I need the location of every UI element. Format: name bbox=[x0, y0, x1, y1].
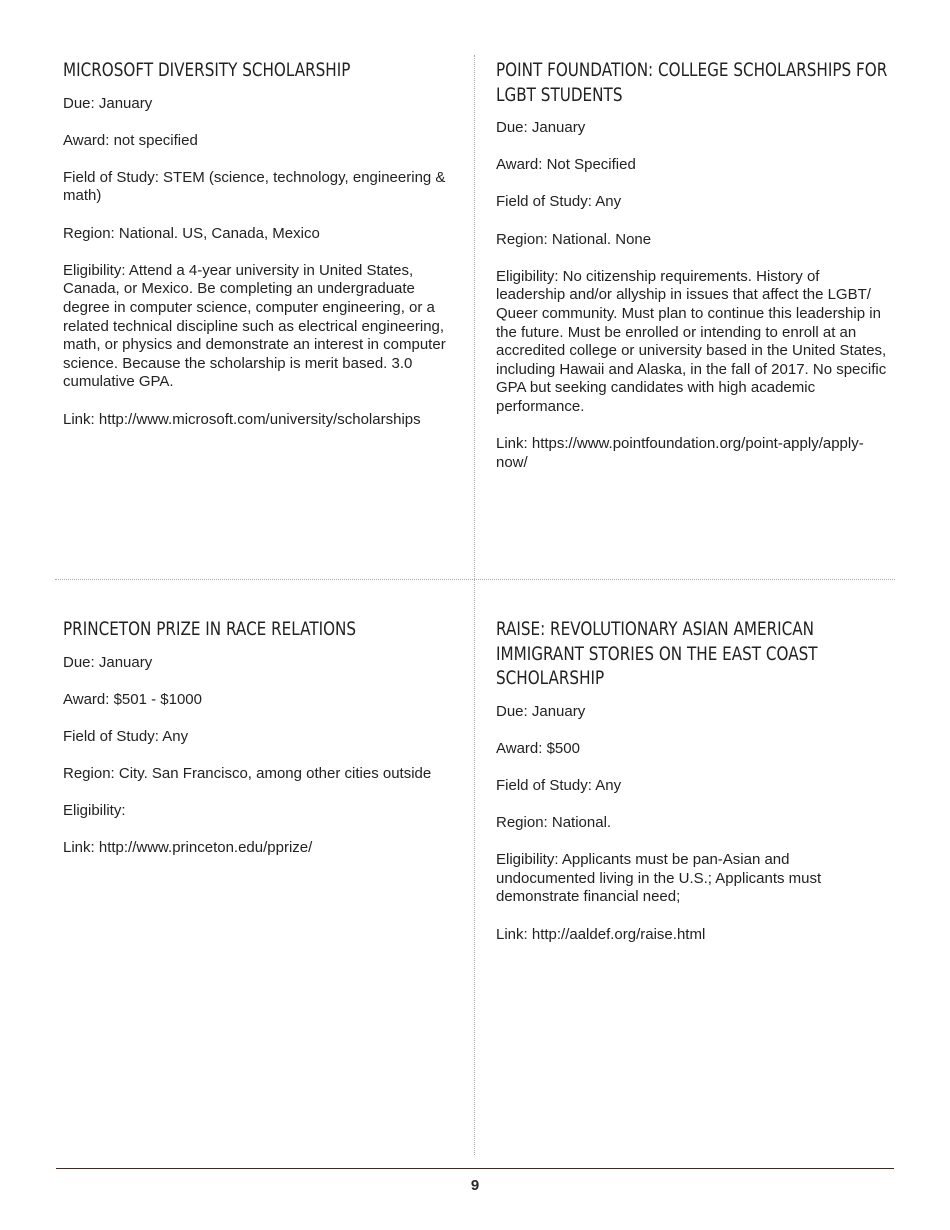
eligibility: Eligibility: Applicants must be pan-Asian and undocumented living in the U.S.; Applicants must demonstrate financial need; bbox=[496, 851, 822, 906]
scholarship-card-raise bbox=[496, 617, 890, 963]
region: Region: City. San Francisco, among other cities outside bbox=[63, 765, 432, 783]
scholarship-card-princeton bbox=[63, 617, 455, 877]
scholarship-title: POINT FOUNDATION: COLLEGE SCHOLARSHIPS FOR LGBT STUDENTS bbox=[496, 59, 888, 106]
scholarship-card-microsoft bbox=[63, 58, 455, 448]
scholarship-title: MICROSOFT DIVERSITY SCHOLARSHIP bbox=[63, 59, 351, 81]
region: Region: National. US, Canada, Mexico bbox=[63, 224, 320, 242]
scholarship-link[interactable]: Link: https://www.pointfoundation.org/point-apply/apply-now/ bbox=[496, 435, 864, 471]
footer-rule bbox=[56, 1168, 894, 1169]
field-of-study: Field of Study: STEM (science, technology, engineering & math) bbox=[63, 168, 446, 205]
scholarship-title: PRINCETON PRIZE IN RACE RELATIONS bbox=[63, 618, 357, 640]
scholarship-link[interactable]: Link: http://aaldef.org/raise.html bbox=[496, 925, 706, 943]
field-of-study: Field of Study: Any bbox=[496, 776, 622, 794]
scholarship-title: RAISE: REVOLUTIONARY ASIAN AMERICAN IMMIGRANT STORIES ON THE EAST COAST SCHOLARSHIP bbox=[496, 618, 818, 689]
due-date: Due: January bbox=[63, 94, 153, 112]
scholarship-link[interactable]: Link: http://www.princeton.edu/pprize/ bbox=[63, 839, 313, 857]
due-date: Due: January bbox=[496, 119, 586, 136]
region: Region: National. None bbox=[496, 230, 652, 248]
scholarship-link[interactable]: Link: http://www.microsoft.com/university/scholarships bbox=[63, 410, 421, 428]
due-date: Due: January bbox=[496, 702, 586, 720]
page-number: 9 bbox=[470, 1177, 480, 1194]
eligibility: Eligibility: Attend a 4-year university in United States, Canada, or Mexico. Be completing an undergraduate degree in computer science, computer engineering, or a related technical discipline such as electrical engineering, math, or physics and demonstrate an interest in computer science. Because the scholarship is merit based. 3.0 cumulative GPA. bbox=[63, 261, 446, 391]
eligibility: Eligibility: No citizenship requirements. History of leadership and/or allyship in issues that affect the LGBT/ Queer community. Must plan to continue this leadership in the future. Must be enrolled or intending to enroll at an accredited college or university based in the United States, including Hawaii and Alaska, in the fall of 2017. No specific GPA but seeking candidates with high academic performance. bbox=[496, 267, 887, 415]
scholarship-card-point-foundation bbox=[496, 58, 890, 491]
horizontal-divider bbox=[55, 579, 895, 580]
award-amount: Award: not specified bbox=[63, 131, 198, 149]
field-of-study: Field of Study: Any bbox=[63, 727, 189, 745]
field-of-study: Field of Study: Any bbox=[496, 193, 622, 211]
award-amount: Award: Not Specified bbox=[496, 156, 636, 174]
region: Region: National. bbox=[496, 814, 612, 832]
award-amount: Award: $501 - $1000 bbox=[63, 690, 202, 708]
eligibility: Eligibility: bbox=[63, 802, 126, 820]
due-date: Due: January bbox=[63, 653, 153, 671]
award-amount: Award: $500 bbox=[496, 739, 580, 757]
vertical-divider bbox=[474, 55, 475, 1155]
